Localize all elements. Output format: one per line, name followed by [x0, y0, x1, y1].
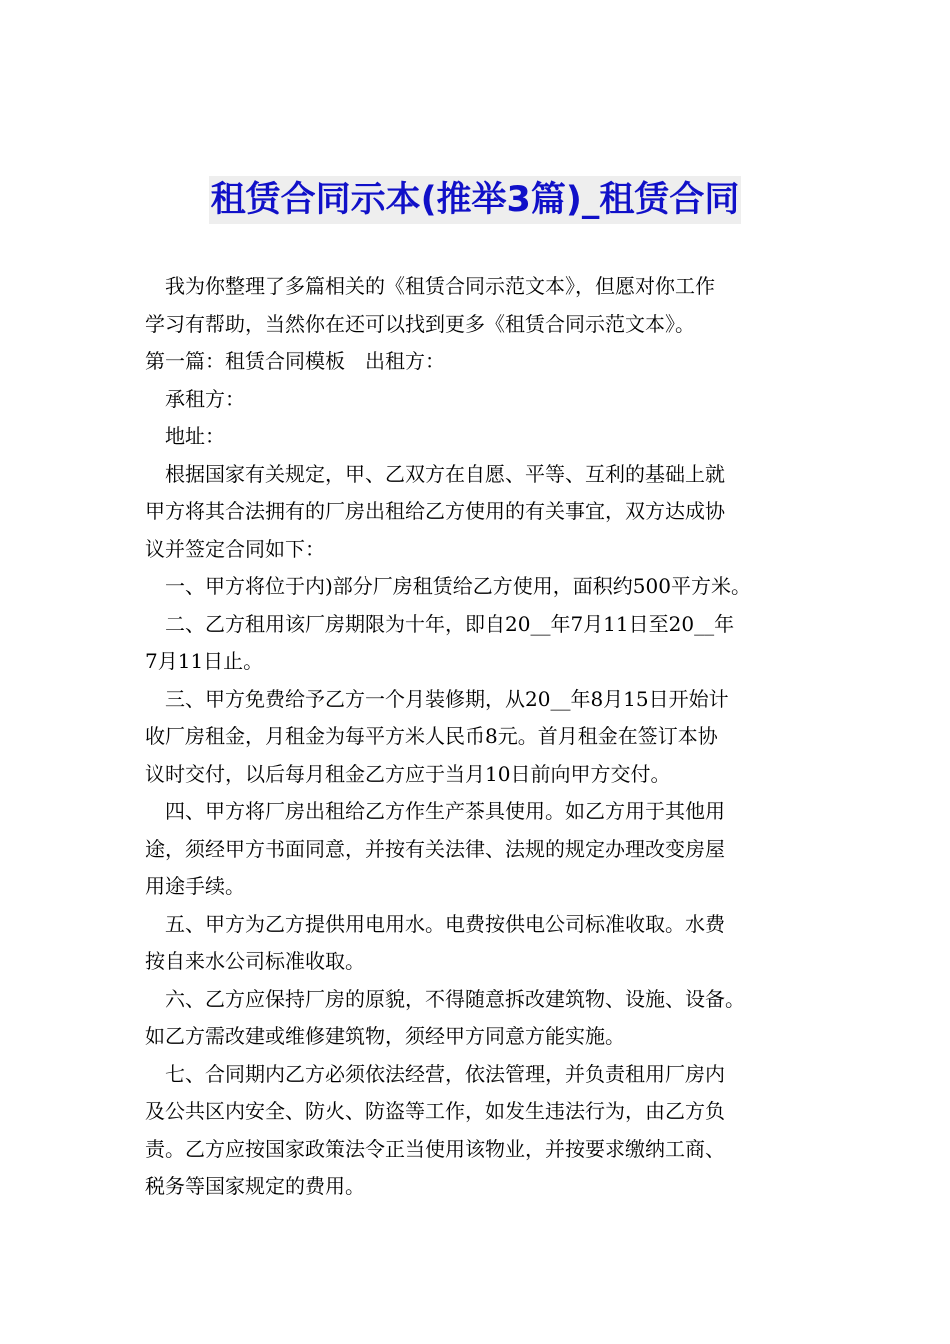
- body-line: 第一篇：租赁合同模板 出租方：: [145, 349, 445, 373]
- body-line: 六、乙方应保持厂房的原貌，不得随意拆改建筑物、设施、设备。: [145, 986, 745, 1011]
- body-line: 责。乙方应按国家政策法令正当使用该物业，并按要求缴纳工商、: [145, 1136, 725, 1161]
- body-line: 议时交付，以后每月租金乙方应于当月10日前向甲方交付。: [145, 761, 671, 786]
- body-line: 承租方：: [145, 386, 245, 411]
- body-line: 一、甲方将位于内)部分厂房租赁给乙方使用，面积约500平方米。: [145, 574, 751, 598]
- body-line: 途，须经甲方书面同意，并按有关法律、法规的规定办理改变房屋: [145, 836, 725, 861]
- body-line: 地址：: [145, 424, 225, 448]
- body-line: 七、合同期内乙方必须依法经营，依法管理，并负责租用厂房内: [145, 1061, 725, 1086]
- body-line: 如乙方需改建或维修建筑物，须经甲方同意方能实施。: [145, 1024, 625, 1048]
- body-line: 按自来水公司标准收取。: [145, 949, 365, 973]
- body-line: 二、乙方租用该厂房期限为十年，即自20__年7月11日至20__年: [145, 611, 735, 636]
- body-line: 税务等国家规定的费用。: [145, 1174, 365, 1198]
- body-line: 四、甲方将厂房出租给乙方作生产茶具使用。如乙方用于其他用: [145, 799, 725, 823]
- body-line: 五、甲方为乙方提供用电用水。电费按供电公司标准收取。水费: [145, 911, 725, 936]
- document-body: [145, 268, 815, 1206]
- body-line: 学习有帮助，当然你在还可以找到更多《租赁合同示范文本》。: [145, 311, 695, 336]
- body-line: 三、甲方免费给予乙方一个月装修期，从20__年8月15日开始计: [145, 686, 729, 711]
- document-title: 租赁合同示本(推举3篇)_租赁合同: [209, 176, 742, 224]
- body-line: 甲方将其合法拥有的厂房出租给乙方使用的有关事宜，双方达成协: [145, 499, 725, 523]
- body-line: 7月11日止。: [145, 649, 264, 673]
- title-container: [0, 176, 950, 224]
- body-line: 用途手续。: [145, 874, 245, 898]
- body-line: 议并签定合同如下：: [145, 536, 325, 561]
- body-line: 收厂房租金，月租金为每平方米人民币8元。首月租金在签订本协: [145, 724, 718, 748]
- body-line: 根据国家有关规定，甲、乙双方在自愿、平等、互利的基础上就: [145, 461, 725, 486]
- body-line: 及公共区内安全、防火、防盗等工作，如发生违法行为，由乙方负: [145, 1099, 725, 1123]
- body-line: 我为你整理了多篇相关的《租赁合同示范文本》，但愿对你工作: [145, 274, 715, 298]
